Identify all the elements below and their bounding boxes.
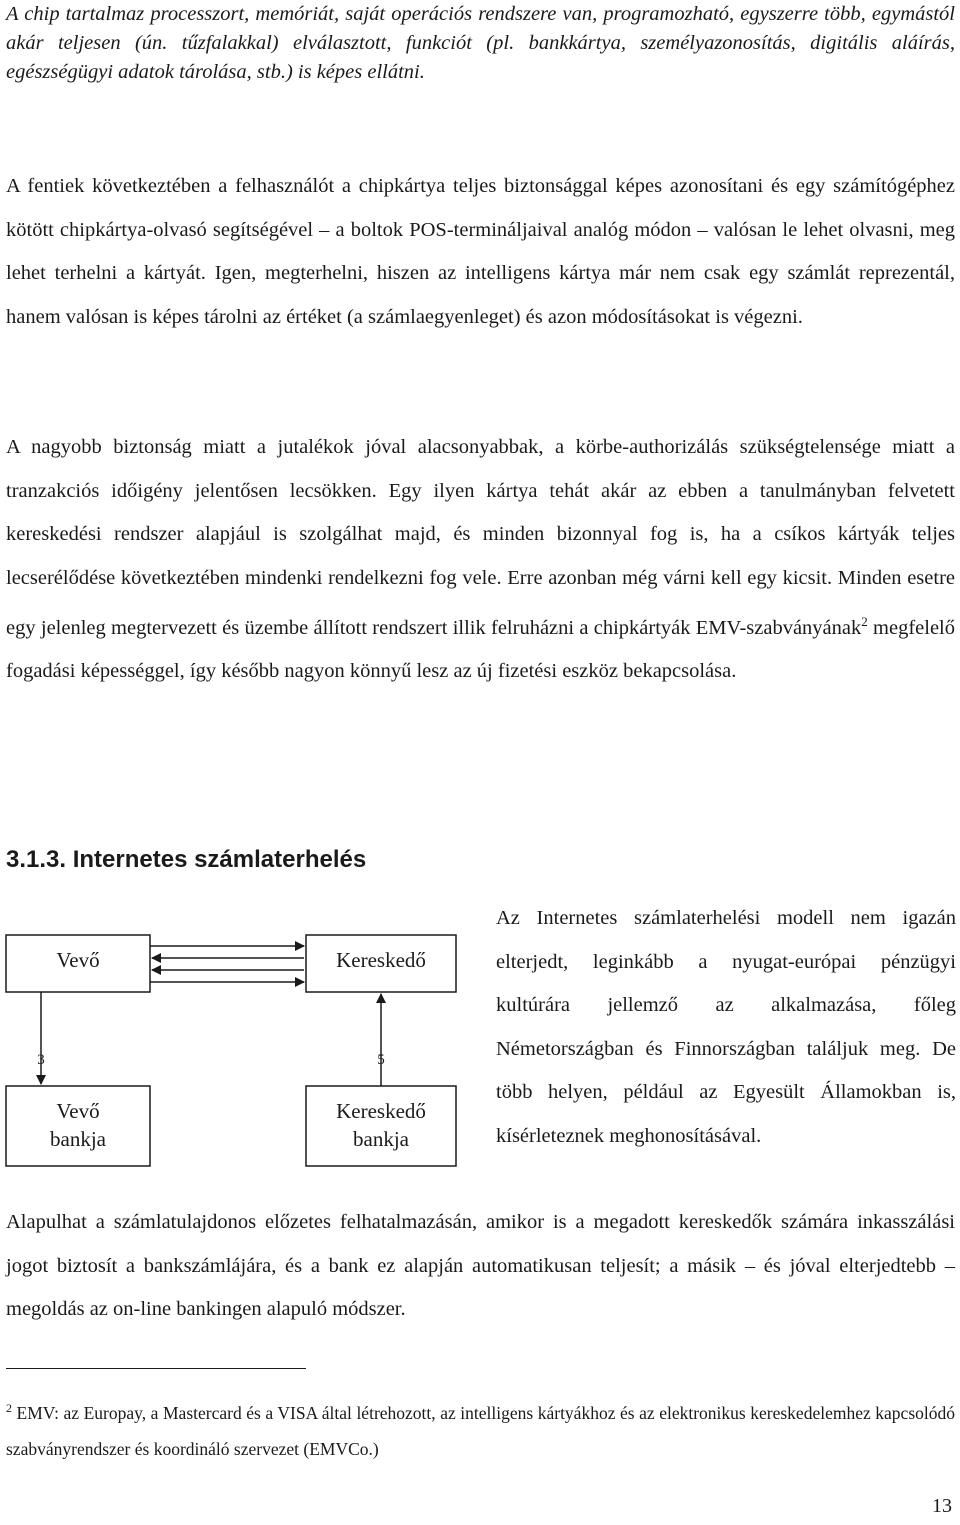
page-number: 13 [932, 1495, 952, 1517]
buyer-bank-label-line1: Vevő [56, 1099, 100, 1123]
paragraph-text: A nagyobb biztonság miatt a jutalékok jóval alacsonyabbak, a körbe-authorizálás szükségtelensége miatt a tranzakciós időigény jelentősen lecsökken. Egy ilyen kártya tehát akár az ebben a tanulmányban felvetett kereskedési rendszer alapjául is szolgálhat majd, és minden bizonnyal fog is, ha a csíkos kártyák teljes lecserélődése következtében mindenki rendelkezni fog vele. Erre azonban még várni kell egy kicsit. Minden esetre egy jelenleg megtervezett és üzembe állított rendszert illik felruházni a chipkártyák EMV-szabványának [6, 436, 955, 639]
buyer-bank-label-line2: bankja [50, 1127, 106, 1151]
footnote-mark: 2 [6, 1401, 12, 1415]
step-label-5: 5 [377, 1052, 385, 1068]
merchant-label: Kereskedő [336, 948, 426, 972]
buyer-label: Vevő [56, 948, 100, 972]
paragraph-chipcard-security: A fentiek következtében a felhasználót a chipkártya teljes biztonsággal képes azonosítani és egy számítógéphez kötött chipkártya-olvasó segítségével – a boltok POS-termináljaival analóg módon – valósan le lehet olvasni, meg lehet terhelni a kártyát. Igen, megterhelni, hiszen az intelligens kártya már nem csak egy számlát reprezentál, hanem valósan is képes tárolni az értéket (a számlaegyenleget) és azon módosításokat is végezni. [6, 175, 955, 328]
payment-flow-diagram [0, 900, 480, 1180]
buyer-bank-box [6, 1086, 150, 1166]
merchant-bank-label-line2: bankja [353, 1127, 409, 1151]
section-heading: 3.1.3. Internetes számlaterhelés [6, 846, 367, 873]
paragraph-direct-debit: Alapulhat a számlatulajdonos előzetes felhatalmazásán, amikor is a megadott kereskedők számára inkasszálási jogot biztosít a bankszámlájára, és a bank ez alapján automatikusan teljesít; a másik – és jóval elterjedtebb – megoldás az on-line bankingen alapuló módszer. [6, 1211, 955, 1320]
paragraph-text-continued: megfelelő fogadási képességgel, így később nagyon könnyű lesz az új fizetési eszköz bekapcsolása. [6, 616, 955, 683]
step-label-3: 3 [37, 1052, 45, 1068]
intro-paragraph: A chip tartalmaz processzort, memóriát, saját operációs rendszere van, programozható, egyszerre több, egymástól akár teljesen (ún. tűzfalakkal) elválasztott, funkciót (pl. bankkártya, személyazonosítás, digitális aláírás, egészségügyi adatok tárolása, stb.) is képes ellátni. [6, 3, 955, 83]
footnote-reference[interactable]: 2 [861, 614, 868, 629]
side-paragraph: Az Internetes számlaterhelési modell nem igazán elterjedt, leginkább a nyugat-európai pénzügyi kultúrára jellemző az alkalmazása, főleg Németországban és Finnországban találjuk meg. De több helyen, például az Egyesült Államokban is, kísérleteznek meghonosításával. [496, 907, 956, 1147]
merchant-bank-label-line1: Kereskedő [336, 1099, 426, 1123]
merchant-bank-box [306, 1086, 456, 1166]
footnote-divider [6, 1368, 306, 1369]
footnote [6, 1390, 955, 1467]
footnote-text: EMV: az Europay, a Mastercard és a VISA által létrehozott, az intelligens kártyákhoz és az elektronikus kereskedelemhez kapcsolódó szabványrendszer és koordináló szervezet (EMVCo.) [6, 1403, 955, 1459]
paragraph-chipcard-benefits [6, 426, 955, 694]
